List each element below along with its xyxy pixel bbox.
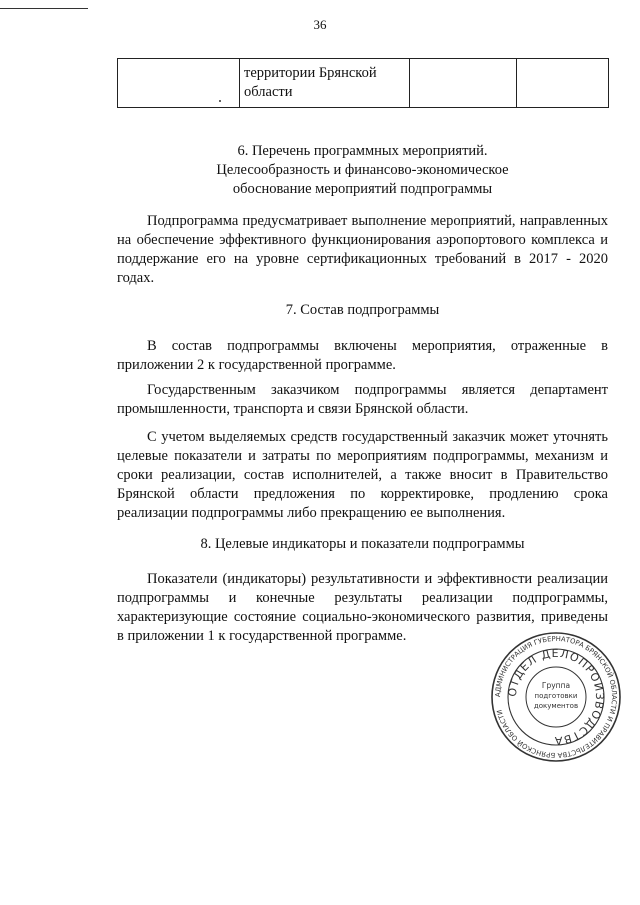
section-7-paragraph-2: Государственным заказчиком подпрограммы является департамент промышленности, транспорта и связи Брянской области. [117, 382, 608, 417]
table-cell: территории Брянской области [240, 59, 410, 108]
seal-stamp [489, 630, 623, 764]
heading-line: 6. Перечень программных мероприятий. [237, 143, 488, 159]
section-8-heading: 8. Целевые индикаторы и показатели подпрограммы [200, 536, 525, 552]
ink-dot [219, 100, 221, 102]
heading-line: Целесообразность и финансово-экономическое [216, 162, 509, 178]
stamp-outer-text: АДМИНИСТРАЦИЯ ГУБЕРНАТОРА БРЯНСКОЙ ОБЛАСТИ И ПРАВИТЕЛЬСТВА БРЯНСКОЙ ОБЛАСТИ [493, 634, 619, 760]
table-row [118, 59, 609, 108]
table-cell [410, 59, 517, 108]
heading-line: обоснование мероприятий подпрограммы [232, 181, 493, 197]
section-6-heading [117, 142, 608, 199]
stamp-center-line: Группа [541, 681, 571, 690]
section-6-paragraph: Подпрограмма предусматривает выполнение мероприятий, направленных на обеспечение эффективного функционирования аэропортового комплекса и поддержание его на уровне сертификационных требований в 2017 - 2020 годах. [117, 213, 608, 286]
section-7-paragraph-3: С учетом выделяемых средств государственный заказчик может уточнять целевые показатели и затраты по мероприятиям подпрограммы, механизм и сроки реализации, состав исполнителей, а также вносит в Правительство Брянской области предложения по корректировке, продлению срока реализации подпрограммы либо прекращению ее выполнения. [117, 429, 608, 521]
stamp-center-line: подготовки [534, 692, 578, 700]
stamp-arc-text: ОТДЕЛ ДЕЛОПРОИЗВОДСТВА [505, 646, 607, 748]
section-8-paragraph: Показатели (индикаторы) результативности и эффективности реализации подпрограммы и конечные результаты реализации подпрограммы, характеризующие состояние социально-экономического развития, приведены в приложении 1 к государственной программе. [117, 571, 608, 644]
section-7-paragraph-1: В состав подпрограммы включены мероприятия, отраженные в приложении 2 к государственной программе. [117, 338, 608, 373]
top-rule [0, 8, 88, 9]
section-7-heading: 7. Состав подпрограммы [285, 302, 440, 318]
stamp-center-line: документов [533, 702, 579, 710]
table-cell [118, 59, 240, 108]
table-cell [517, 59, 609, 108]
table-fragment [117, 58, 609, 108]
page-number: 36 [313, 17, 327, 32]
